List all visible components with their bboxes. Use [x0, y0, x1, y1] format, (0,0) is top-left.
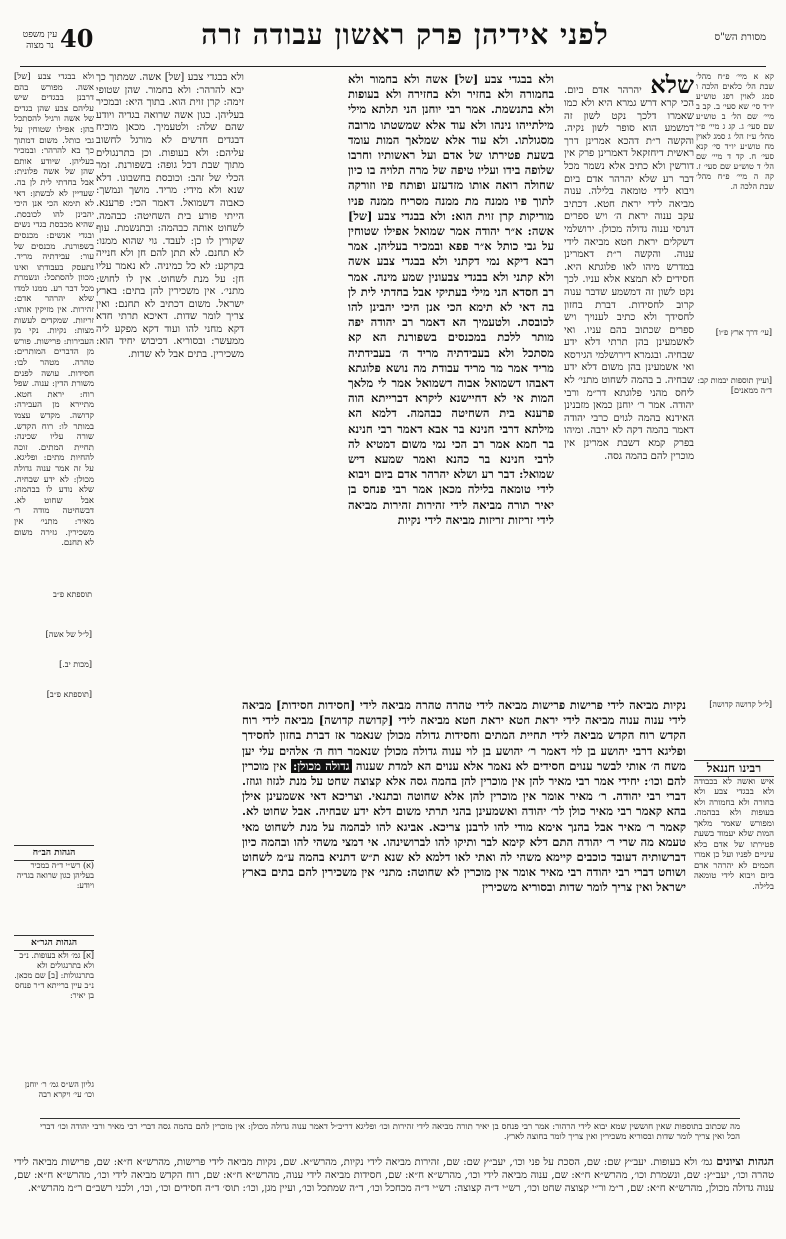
footer-commentary — [40, 1122, 740, 1152]
rabbeinu-chananel-text: איש ואשה לא בכבודה ולא בבגדי צבע ולא בחורה ולא בחמורה ולא בעופות ולא בבהמה. ומפורש שאמר מלאך המות שלא יעמוד בשעת פטירתו של אדם בלא עיניים לפניו ועל כן אמרו חכמים לא יהרהר אדם ביום ויבוא לידי טומאה בלילה. — [694, 776, 774, 892]
tosafot-inner-text: יהרהר אדם ביום. הכי קרא דרש גמרא היא ולא כמו שאמרו דלכך נקט לשון זה דמשמע הוא סופר לשון נקיה. והקשה ר״ת דהכא אמרינן דרך ראשית דיחזקאל דאמרינן פרק אין דורשין ולא כתיב אלא נשמר מכל דבר רע שלא יהרהר אדם ביום ויבוא לידי טומאה בלילה. ענוה מביאה לידי יראת חטא. דכתיב עקב ענוה יראת ה׳ ויש ספרים דגרסי ענוה גדולה מכולן. ירושלמי דשקלים יראת חטא מביאה לידי ענוה. והקשה ר״ת דאמרינן במדרש מיהו לאו פלוגתא היא. חסידים לא תמצא אלא עניו. לכך נקט לשון זה דמשמע שדבר ענוה קרוב לחסידות. דברת בחזון לחסידך ולא כתיב לענויך ויש ספרים שכתוב בהם עניו. ואי לאשמעינן בהן תרתי דלא ידע שבחיה. ובגמרא דירושלמי הגירסא ואי אשמעינן בהן משום דלא ידע שבחיה. ב בהמה לשחוט מתני׳ לא ליחס מהני פלוגתא דר״מ ורבי יהודה. אמר ר׳ יוחנן כמאן מזבנינן האידנא בהמה לגוים כרבי יהודה דאמר בהמה דקה לא ירבה. ומיהו בפרק קמא דשבת אמרינן אין מוכרין להם בהמה גסה. — [564, 85, 694, 462]
haghot-habach-title: הגהות הב״ח — [14, 845, 94, 861]
gemara-top-text: ולא בבגדי צבע [של] אשה ולא בחמור ולא בחמורה ולא בחזיר ולא בחזירה ולא בעופות ולא בתנשמת. אמר רבי יוחנן הני תלתא מילי מילתייהו נינהו ולא עוד אלא שמשטתו מרובה מסגולתו. ולא עוד אלא שמלאך המות עומד בשעת פטירתו של אדם ועל ראשותיו וחרבו שלופה בידו ועליו טיפה של מרה תלויה בו כיון שחולה רואה אותו מזדעזע ופותח פיו וזורקה לתוך פיו ממנה מת ממנה מסריח ממנה פניו מוריקות קרן זוית הוא: ולא בבגדי צבע [של] אשה: א״ר יהודה אמר שמואל אפילו שטוחין על גבי כותל א״ר פפא ובמכיר בעליהן. אמר רבא דיקא נמי דקתני ולא בבגדי צבע אשה ולא קתני ולא בבגדי צבעונין שמע מינה. אמר רב חסדא הני מילי בעתיקי אבל בחדתי לית לן בה דאי לא תימא הכי אנן היכי יהבינן להו לכובסת. ולטעמיך הא דאמר רב יהודה יפה מותר ללכת במכנסים בשפורנת הא קא מסתכל ולא בעבידתיה מריד ה׳ בעבידתיה מריד אמר מר מריד עבודת מה נושא פלוגתא דאבהו דשמואל אבוה דשמואל אמר לי מלאך המות אי לא דחיישנא ליקרא דברייתא הוה פרענא בית השחיטה כבהמה. דלמא הא מילתא דרבי חנינא בר אבא דאמר רבי חנינא בר חמא אמר רב הכי נמי משום דמטיא לה לרבי חנינא בר כהנא ואמר שמעא דיש שמואל: דבר רע ושלא יהרהר אדם ביום ויבוא לידי טומאה בלילה מכאן אמר רבי פנחס בן יאיר תורה מביאה לידי זהירות זהירות מביאה לידי זריזות זריזות מביאה לידי נקיות — [348, 72, 554, 527]
gemara-main-block — [242, 698, 686, 1088]
haghot-habach-text: (א) רש״י ד״ה במכיר בעליהן כגון שרואה בגדיה ויודע: — [16, 861, 94, 890]
tosafot-lead-word: שלא — [650, 72, 694, 99]
ein-mishpat-column — [696, 72, 774, 372]
header-rule — [20, 66, 766, 67]
tosafot-outer-text: ולא בבגדי צבע [של] אשה. מפורש בהם דרבנן בבגדים שיש עליהם צבע שהן בגדים של אשה ורגיל להסתכל בהן: אפילו שטוחין על גבי כותל. משום דמתוך כך בא להרהר: ובמכיר בעליהן. שיודע אותם שהן של אשה פלונית: אבל בחדתי לית לן בה. שעדיין לא לבשתן: דאי לא תימא הכי אנן היכי יהבינן להו לכובסת. שהיא מכבסת בגדי נשים ובגדי אנשים: מכנסים בשפורנת. מכנסים של עור: עבידתיה מריד. נתעסק בעבודתו ואינו מכוון להסתכל: ונשמרת מכל דבר רע. ממנו למדו שלא יהרהר אדם: זהירות. אין מזיקין אותו: זריזות. שמקדים לעשות מצות: נקיות. נקי מן העבירות: פרישות. פורש מן הדברים המותרים: טהרה. מטהר לבו: חסידות. עושה לפנים משורת הדין: ענוה. שפל רוח: יראת חטא. מתיירא מן העבירה: קדושה. מקדש עצמו במותר לו: רוח הקדש. שורה עליו שכינה: תחיית המתים. זוכה להחיות מתים: ופליגא. על זה אמר ענוה גדולה מכולן: לא ידע שבחיה. שלא נודע לו בבהמה: אבל שחוט לא. דבשחיטה מודה ר׳ מאיר: מתני׳ אין משכירין. גזירה משום לא תחנם. — [14, 72, 94, 549]
gemara-top-block — [348, 72, 554, 692]
side-note-2: [ל״ל קדושה קדושה] — [709, 700, 772, 709]
page-number: 40 — [60, 24, 94, 53]
gemara-main-text: נקיות מביאה לידי פרישות פרישות מביאה לידי טהרה טהרה מביאה לידי [חסידות חסידות] מביאה לידי ענוה ענוה מביאה לידי יראת חטא יראת חטא מביאה לידי [קדושה קדושה] מביאה לידי רוח הקדש רוח הקדש מביאה לידי תחיית המתים וחסידות גדולה מכולן שנאמר אז דברת בחזון לחסידך ופליגא דרבי יהושע בן לוי דאמר ר׳ יהושע בן לוי ענוה גדולה מכולן שנאמר רוח ה׳ אלהים עלי יען משח ה׳ אותי לבשר ענוים חסידים לא נאמר אלא ענוים הא למדת שענוה — [242, 698, 686, 773]
rashi-column — [96, 72, 244, 1112]
side-note-4: [עי׳ דרך ארץ פ״ו] — [715, 328, 772, 337]
side-note-5: תוספתא פ״ב — [53, 590, 92, 599]
rashi-text: ולא בבגדי צבע [של] אשה. שמתוך כך יבא להרהר: ולא בחמור. שהן שטופי זימה: קרן זוית הוא. בתוך היא: ובמכיר בעליהן. כגון אשה שרואה בגדיה ויודע שהם שלה: ולטעמיך. מכאן מוכיח דבגדים חדשים לא מורגל לחשוב עליהם: ולא בעופות. וכן בתרנגולים מתוך שבת דכל גופה: בשפורנת. זמר הכלי של זהב: וכובסת בחשבונו. דלא שנא ולא מידי: מריד. מושך ונמשך: כאבוה דשמואל. דאמר הכי: פרענא. הייתי פורע בית השחיטה: כבהמה. לשחוט אותה כבהמה: ובתנשמת. עוף שקורין לו כן: לעבד. גוי שהוא ממנו: לא תחנם. לא תתן להם חן ולא חנייה בקרקע: לא כל כמיניה. לא נאמר עליו חן: על מנת לשחוט. אין לו לחוש: מתני׳. אין משכירין להן בתים: בארץ ישראל. משום דכתיב לא תחנם: ואין צריך לומר שדות. דאיכא תרתי חדא דקא מחני להו ועוד דקא מפקע ליה ממעשר: ובסוריא. דכיבוש יחיד הוא: משכירין. בתים אבל לא שדות. — [96, 72, 244, 361]
gemara-highlight: גדולה מכולן: — [292, 758, 350, 773]
haghot-hagra-block — [14, 935, 94, 1001]
haghot-habach-block — [14, 845, 94, 891]
page-header — [20, 18, 766, 68]
haghot-hagra-title: הגהות הגר״א — [14, 935, 94, 951]
tosafot-inner-column — [564, 72, 694, 672]
haghot-text: גמ׳ ולא בעופות. יעב״ץ שם: שם, הסכת על פני וכו׳, יעב״ץ שם: שם, זהירות מביאה לידי נקיות, מהרש״א. שם, נקיות מביאה לידי פרישות, מהרש״א ח״א: שם, פרישות מביאה לידי טהרה וכו׳, יעב״ץ: שם, ונשמרת וכו׳, מהרש״א ח״א: שם, ענוה מביאה לידי וכו׳, מהרש״א ח״א: שם, חסידות מביאה לידי ענוה, מהרש״א ח״א: שם, רוח הקדש מביאה לידי וכו׳, מהרש״א ח״א: שם, ענוה גדולה מכולן, מהרש״א ח״א: שם, ר״מ ור״י קצוצה שחט וכו׳, רש״י ד״ה קצוצה: רש״י ד״ה מכחכל וכו׳, ד״ה שמתכל וכו׳, ועיין מגן, וכו׳: תוס׳ ד״ה חסידים וכו׳, וכו׳, ולכני רשב״ם ר״מ מהרש״א. — [14, 1157, 774, 1194]
side-note-7: [תוספתא פ״ב] — [46, 690, 92, 699]
masoret-label: מסורת הש"ס — [714, 32, 766, 43]
side-note-3: [ועיין תוספות יבמות קב: ד״ה ממאנים] — [697, 376, 772, 395]
rabbeinu-chananel-title: רבינו חננאל — [694, 760, 774, 777]
ein-mishpat-text: קא א מיי׳ פ״ח מהל׳ שבת הל׳ כלאים הלכה ו סמג לאוין רפג טוש״ע יו״ד סי׳ שא סעי׳ ב. קב ב מיי׳ שם הל׳ ב טוש״ע שם סעי׳ ג. קג ג מיי׳ פ״י מהל׳ ע״ז הל׳ ג סמג לאוין מח טוש״ע יו״ד סי׳ קנא סעי׳ ח. קד ד מיי׳ שם הל׳ ד טוש״ע שם סעי׳ ז. קה ה מיי׳ פ״ח מהל׳ שבת הלכה ה. — [696, 72, 774, 191]
haghot-vetziyunim — [14, 1155, 774, 1195]
rabbeinu-chananel-column — [694, 760, 774, 1050]
side-note-6: [מכות יב.] — [59, 660, 92, 669]
haghot-label: הגהות וציונים — [716, 1155, 774, 1168]
haghot-hagra-text: [א] גמ׳ ולא בעופות. נ״ב ולא בתרנגולים ולא בתרנגולות: [ב] שם מכאן. נ״ב עיין ברייתא ד״ר פנחס בן יאיר: — [14, 951, 94, 1000]
gemara-tail-text: אין מוכרין להם וכו׳: יחידי אמר רבי מאיר להן אין מוכרין להן בהמה גסה אלא קצוצה שחט על מנת לגזוז וגוזז. דברי רבי יהודה. ר׳ מאיר אומר אין מוכרין להן אלא שחוטה ובתנאי. וצריכא דאי אשמעינן אילן בהא קאמר רבי מאיר כולן לר׳ יהודה ואשמעינן בהני תרתי משום דלא ידע שבחיה. אבל שחוט לא. קאמר ר׳ מאיר אבל בהנך אימא מודי להו לרבנן צריכא. אביגא להו לבהמה על מנת לשחוט מאי טעמא מה שרי ר׳ יהודה התם דלא קימא לבר ותיקו להו לברושינהו. אי דמצי משהי להו ובהמה כיון דברשותיה דעובד כוכבים קיימא משהי לה ואתי לאו דלמא לא שנא ת״ש דתניא בהמה ע״מ לשחוט ושוחט דברי רבי יהודה רבי מאיר אומר אין מוכרין לא שחוטה: מתני׳ אין משכירין להם בתים בארץ ישראל ואין צריך לומר שדות ובסוריא משכירין — [242, 758, 686, 895]
ein-mishpat-label: עין משפט נר מצוה — [22, 30, 58, 51]
page-title: לפני אידיהן פרק ראשון עבודה זרה — [201, 18, 609, 51]
footer-commentary-text: מה שכתוב בתוספות שאין חוששין שמא יבוא לידי הרהור: אמר רבי פנחס בן יאיר תורה מביאה לידי זהירות וכו׳ ופליגא דריב״ל דאמר ענוה גדולה מכולן: אין מוכרין להם בהמה גסה דברי רבי מאיר ורבי יהודה וכו׳ דברי הכל ואין צריך לומר שדות ובסוריא משכירין ואין צריך לומר בחוצה לארץ. — [40, 1122, 740, 1142]
footer-rule — [40, 1118, 740, 1119]
side-note-1: [ל״ל של אשה] — [45, 630, 92, 639]
side-note-8: גליון הש״ס גמ׳ ר׳ יוחנן וכו׳ עי׳ ויקרא רבה — [24, 1080, 94, 1099]
